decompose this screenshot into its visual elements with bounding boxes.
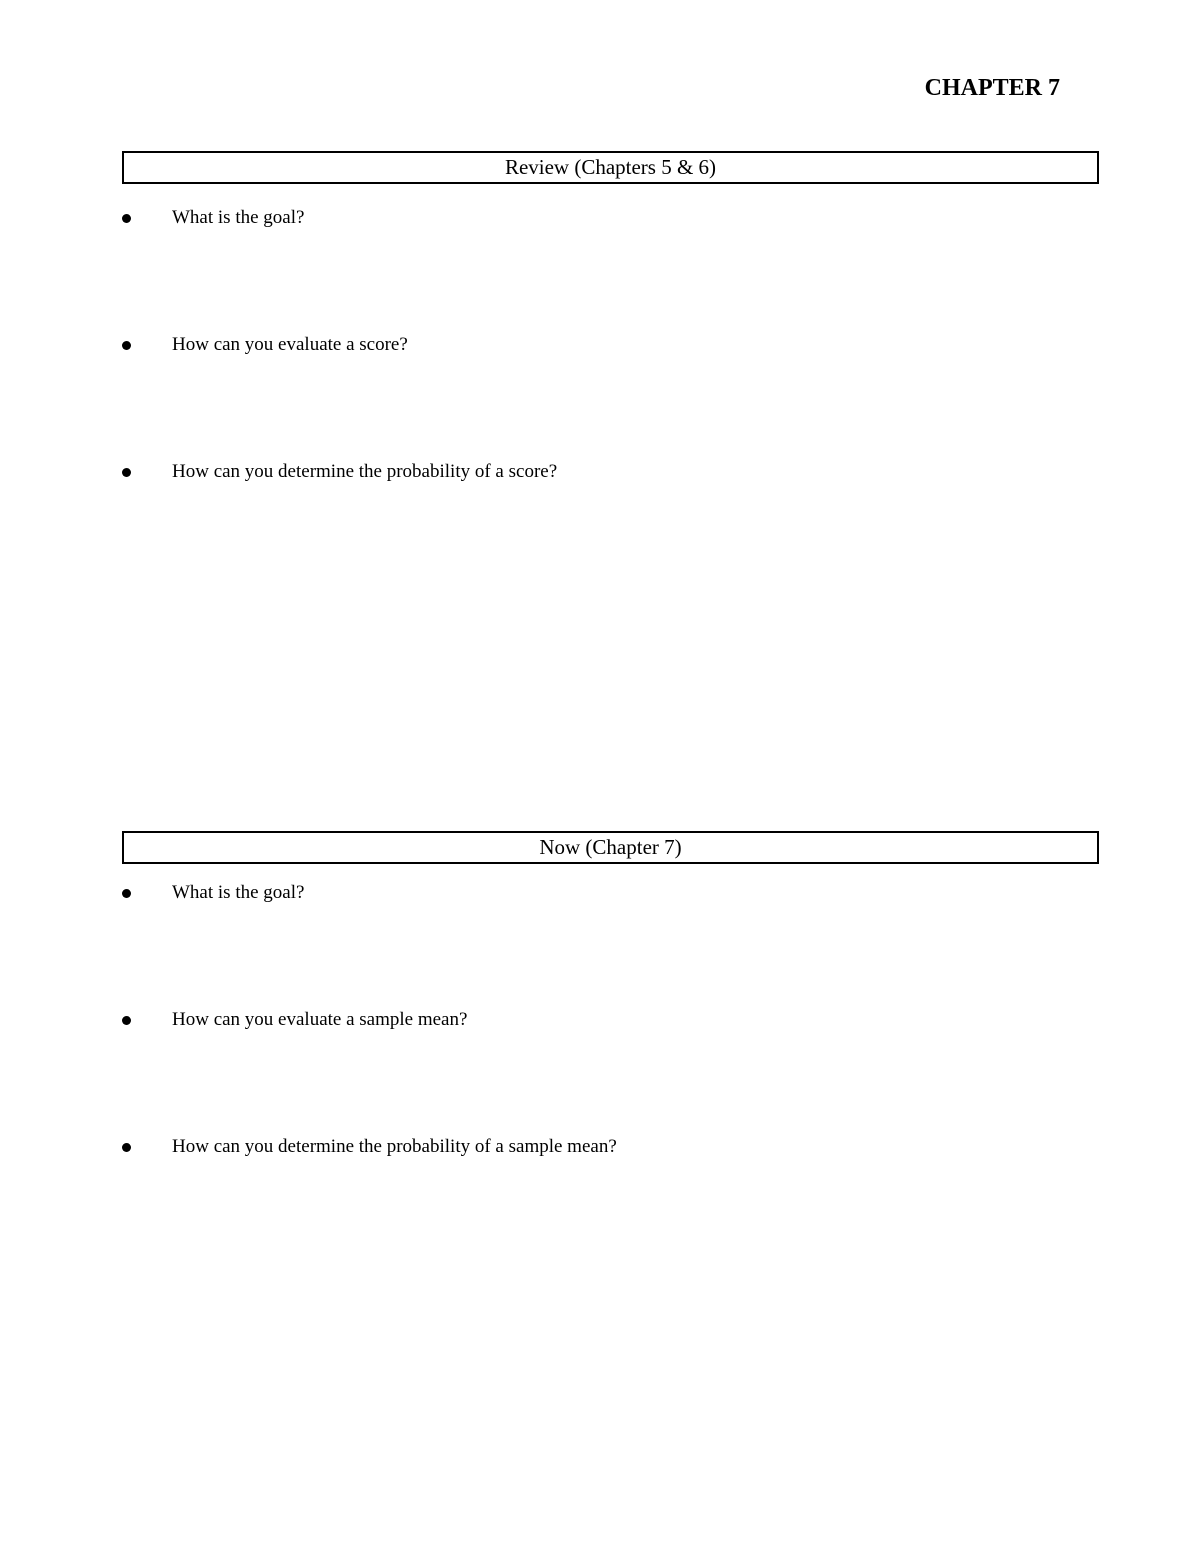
question-text: What is the goal? (172, 882, 305, 903)
bullet-icon (122, 214, 131, 223)
bullet-icon (122, 468, 131, 477)
question-text: How can you evaluate a score? (172, 334, 408, 355)
question-text: How can you determine the probability of a sample mean? (172, 1136, 617, 1157)
section-heading-now: Now (Chapter 7) (122, 831, 1099, 864)
bullet-icon (122, 1143, 131, 1152)
question-text: What is the goal? (172, 207, 305, 228)
question-text: How can you determine the probability of a score? (172, 461, 558, 482)
section-heading-review: Review (Chapters 5 & 6) (122, 151, 1099, 184)
bullet-icon (122, 341, 131, 350)
chapter-title: CHAPTER 7 (924, 75, 1060, 101)
bullet-icon (122, 889, 131, 898)
question-text: How can you evaluate a sample mean? (172, 1009, 468, 1030)
bullet-icon (122, 1016, 131, 1025)
